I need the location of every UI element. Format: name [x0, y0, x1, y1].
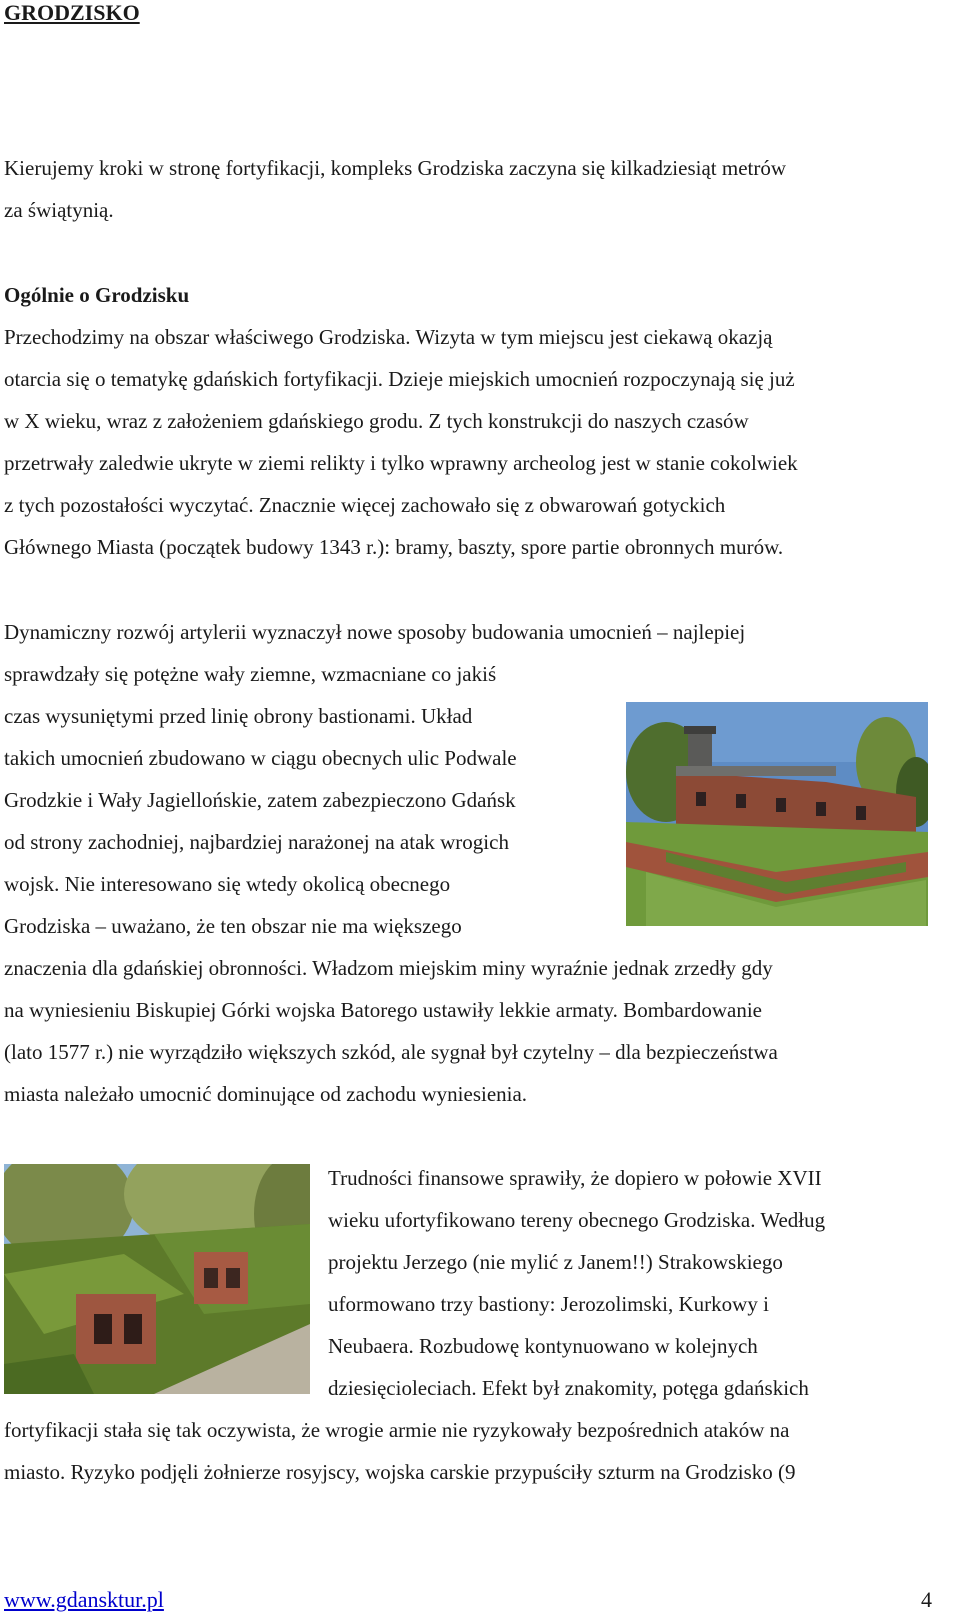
- paragraph-line: takich umocnień zbudowano w ciągu obecnych ulic Podwale: [4, 746, 517, 770]
- paragraph-line: fortyfikacji stała się tak oczywista, że wrogie armie nie ryzykowały bezpośrednich ataków na: [4, 1418, 790, 1442]
- paragraph-line: dziesięcioleciach. Efekt był znakomity, potęga gdańskich: [328, 1376, 809, 1400]
- paragraph-line: na wyniesieniu Biskupiej Górki wojska Batorego ustawiły lekkie armaty. Bombardowanie: [4, 998, 762, 1022]
- paragraph-line: sprawdzały się potężne wały ziemne, wzmacniane co jakiś: [4, 662, 497, 686]
- intro-line: za świątynią.: [4, 198, 114, 222]
- paragraph-line: Przechodzimy na obszar właściwego Grodziska. Wizyta w tym miejscu jest ciekawą okazją: [4, 325, 773, 349]
- paragraph-line: Dynamiczny rozwój artylerii wyznaczył nowe sposoby budowania umocnień – najlepiej: [4, 620, 746, 644]
- paragraph-line: Grodziska – uważano, że ten obszar nie ma większego: [4, 914, 462, 938]
- paragraph-line: w X wieku, wraz z założeniem gdańskiego grodu. Z tych konstrukcji do naszych czasów: [4, 409, 749, 433]
- paragraph-line: wojsk. Nie interesowano się wtedy okolicą obecnego: [4, 872, 451, 896]
- paragraph-line: przetrwały zaledwie ukryte w ziemi relikty i tylko wprawny archeolog jest w stanie cokolwiek: [4, 451, 798, 475]
- paragraph-line: od strony zachodniej, najbardziej narażonej na atak wrogich: [4, 830, 509, 854]
- paragraph-line: z tych pozostałości wyczytać. Znacznie więcej zachowało się z obwarowań gotyckich: [4, 493, 726, 517]
- paragraph-line: czas wysuniętymi przed linię obrony bastionami. Układ: [4, 704, 473, 728]
- paragraph-line: miasta należało umocnić dominujące od zachodu wyniesienia.: [4, 1082, 528, 1106]
- paragraph-line: projektu Jerzego (nie mylić z Janem!!) Strakowskiego: [328, 1250, 783, 1274]
- website-link[interactable]: www.gdansktur.pl: [4, 1587, 164, 1612]
- paragraph-line: miasto. Ryzyko podjęli żołnierze rosyjscy, wojska carskie przypuściły szturm na Grodzisko (9: [4, 1460, 796, 1484]
- paragraph-line: Trudności finansowe sprawiły, że dopiero w połowie XVII: [328, 1166, 822, 1190]
- paragraph-line: otarcia się o tematykę gdańskich fortyfikacji. Dzieje miejskich umocnień rozpoczynają się już: [4, 367, 795, 391]
- paragraph-line: (lato 1577 r.) nie wyrządziło większych szkód, ale sygnał był czytelny – dla bezpieczeństwa: [4, 1040, 778, 1064]
- section-heading: Ogólnie o Grodzisku: [4, 283, 190, 307]
- fortress-building-photo: [626, 702, 928, 926]
- paragraph-line: znaczenia dla gdańskiej obronności. Władzom miejskim miny wyraźnie jednak zrzedły gdy: [4, 956, 773, 980]
- paragraph-line: wieku ufortyfikowano tereny obecnego Grodziska. Według: [328, 1208, 826, 1232]
- earthwork-ramparts-photo: [4, 1164, 310, 1394]
- paragraph-line: Grodzkie i Wały Jagiellońskie, zatem zabezpieczono Gdańsk: [4, 788, 516, 812]
- paragraph-line: uformowano trzy bastiony: Jerozolimski, Kurkowy i: [328, 1292, 769, 1316]
- page-number: 4: [921, 1587, 932, 1612]
- paragraph-line: Neubaera. Rozbudowę kontynuowano w kolejnych: [328, 1334, 758, 1358]
- page-title: GRODZISKO: [4, 0, 140, 25]
- intro-line: Kierujemy kroki w stronę fortyfikacji, kompleks Grodziska zaczyna się kilkadziesiąt metrów: [4, 156, 787, 180]
- paragraph-line: Głównego Miasta (początek budowy 1343 r.): bramy, baszty, spore partie obronnych murów.: [4, 535, 784, 559]
